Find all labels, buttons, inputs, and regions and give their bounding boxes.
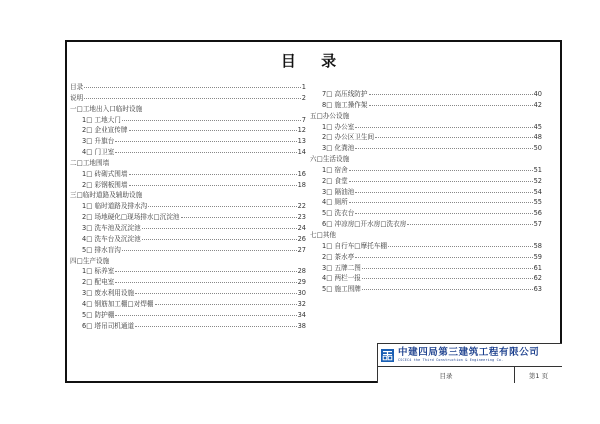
dot-leader bbox=[115, 152, 296, 153]
toc-page-number: 61 bbox=[533, 263, 542, 272]
toc-entry-label: 六□生活设施 bbox=[310, 155, 350, 164]
toc-page-number: 54 bbox=[533, 187, 542, 196]
toc-entry[interactable] bbox=[70, 266, 306, 277]
toc-entry-label: 2□ 彩钢板围墙 bbox=[82, 180, 128, 189]
toc-entry-label: 2□ 场地硬化□现场排水□沉淀池 bbox=[82, 213, 180, 222]
company-name-en: CSCEC4 the Third Construction & Engineering Co. bbox=[398, 357, 504, 362]
toc-entry[interactable] bbox=[70, 277, 306, 288]
toc-entry-label: 七□其他 bbox=[310, 230, 337, 239]
dot-leader bbox=[122, 250, 297, 251]
dot-leader bbox=[115, 271, 296, 272]
toc-entry-label: 1□ 办公室 bbox=[322, 122, 355, 131]
toc-page-number: 23 bbox=[297, 213, 306, 222]
toc-entry-label: 2□ 食堂 bbox=[322, 176, 348, 185]
dot-leader bbox=[84, 98, 301, 99]
toc-entry-label: 1□ 砖砌式围墙 bbox=[82, 169, 128, 178]
toc-entry-label: 4□ 钢筋加工棚□对焊棚 bbox=[82, 299, 154, 308]
toc-entry-label: 4□ 门卫室 bbox=[82, 148, 115, 157]
toc-left-column bbox=[70, 82, 306, 331]
dot-leader bbox=[129, 174, 297, 175]
toc-page-number: 40 bbox=[533, 90, 542, 98]
dot-leader bbox=[135, 293, 297, 294]
toc-page-number: 52 bbox=[533, 176, 542, 185]
title-block-footer bbox=[378, 367, 562, 383]
toc-page-number: 48 bbox=[533, 133, 542, 142]
toc-entry-label: 2□ 企业宣传牌 bbox=[82, 126, 128, 135]
toc-entry-label: 5□ 防护棚 bbox=[82, 310, 115, 319]
dot-leader bbox=[129, 185, 297, 186]
toc-entry[interactable] bbox=[310, 132, 542, 143]
toc-page-number: 1 bbox=[301, 83, 306, 91]
toc-page-number: 2 bbox=[301, 93, 306, 102]
toc-page-number: 62 bbox=[533, 274, 542, 283]
toc-entry[interactable] bbox=[310, 219, 542, 230]
toc-page-number: 55 bbox=[533, 198, 542, 207]
toc-entry[interactable] bbox=[310, 165, 542, 176]
toc-page-number: 12 bbox=[297, 126, 306, 135]
toc-entry-label: 3□ 五牌二图 bbox=[322, 263, 361, 272]
dot-leader bbox=[349, 202, 533, 203]
toc-page-number: 38 bbox=[297, 321, 306, 330]
toc-page-number: 56 bbox=[533, 209, 542, 218]
toc-entry-label: 三□临时道路及辅助设施 bbox=[70, 191, 143, 200]
toc-page-number: 26 bbox=[297, 234, 306, 243]
toc-entry[interactable] bbox=[70, 115, 306, 126]
toc-entry-label: 2□ 配电室 bbox=[82, 278, 115, 287]
toc-page-number: 50 bbox=[533, 144, 542, 153]
toc-entry-label: 5□ 施工围牌 bbox=[322, 285, 361, 294]
toc-entry-label: 1□ 标养室 bbox=[82, 267, 115, 276]
toc-section-heading bbox=[310, 111, 542, 122]
toc-entry[interactable] bbox=[310, 241, 542, 252]
dot-leader bbox=[355, 192, 532, 193]
toc-entry[interactable] bbox=[70, 245, 306, 256]
toc-entry-label: 1□ 工地大门 bbox=[82, 115, 121, 124]
toc-entry-label: 3□ 化粪池 bbox=[322, 144, 355, 153]
toc-entry[interactable] bbox=[70, 147, 306, 158]
toc-entry-label: 1□ 临时道路及排水沟 bbox=[82, 202, 148, 211]
dot-leader bbox=[349, 170, 533, 171]
toc-entry[interactable] bbox=[310, 143, 542, 154]
toc-entry-label: 3□ 隔油池 bbox=[322, 187, 355, 196]
cscec-logo-icon bbox=[381, 349, 394, 362]
toc-section-heading bbox=[70, 190, 306, 201]
toc-entry[interactable] bbox=[70, 288, 306, 299]
toc-entry-label: 2□ 茶水亭 bbox=[322, 252, 355, 261]
dot-leader bbox=[375, 137, 533, 138]
toc-entry[interactable] bbox=[310, 187, 542, 198]
toc-entry-label: 2□ 办公区卫生间 bbox=[322, 133, 375, 142]
dot-leader bbox=[388, 246, 533, 247]
dot-leader bbox=[355, 148, 532, 149]
dot-leader bbox=[115, 141, 296, 142]
dot-leader bbox=[129, 130, 297, 131]
toc-page-number: 51 bbox=[533, 165, 542, 174]
toc-entry[interactable] bbox=[70, 125, 306, 136]
toc-page-number: 45 bbox=[533, 122, 542, 131]
toc-entry[interactable] bbox=[310, 284, 542, 295]
toc-section-heading bbox=[70, 158, 306, 169]
toc-page-number: 18 bbox=[297, 180, 306, 189]
page-title: 目 录 bbox=[280, 52, 347, 70]
toc-page-number: 59 bbox=[533, 252, 542, 261]
toc-entry-label: 5□ 排水盲沟 bbox=[82, 245, 121, 254]
dot-leader bbox=[142, 239, 297, 240]
dot-leader bbox=[142, 228, 297, 229]
drawing-sheet bbox=[65, 40, 562, 383]
dot-leader bbox=[349, 181, 533, 182]
dot-leader bbox=[407, 224, 532, 225]
toc-entry[interactable] bbox=[70, 321, 306, 332]
toc-entry-label: 6□ 冲凉房□开水房□洗衣房 bbox=[322, 220, 407, 229]
toc-entry-label: 二□工地围墙 bbox=[70, 158, 110, 167]
toc-entry[interactable] bbox=[310, 176, 542, 187]
toc-entry-label: 4□ 洗车台及沉淀池 bbox=[82, 234, 141, 243]
dot-leader bbox=[362, 268, 533, 269]
toc-entry-label: 说明 bbox=[70, 93, 84, 102]
dot-leader bbox=[135, 326, 297, 327]
dot-leader bbox=[362, 278, 533, 279]
toc-entry-label: 6□ 塔吊司机通道 bbox=[82, 321, 135, 330]
dot-leader bbox=[115, 315, 296, 316]
dot-leader bbox=[369, 105, 533, 106]
toc-entry-label: 3□ 升旗台 bbox=[82, 137, 115, 146]
toc-section-heading bbox=[310, 154, 542, 165]
toc-entry-label: 5□ 洗衣台 bbox=[322, 209, 355, 218]
toc-page-number: 7 bbox=[301, 115, 306, 124]
toc-page-number: 57 bbox=[533, 220, 542, 229]
toc-entry[interactable] bbox=[310, 263, 542, 274]
toc-entry[interactable] bbox=[310, 89, 542, 100]
toc-entry-label: 4□ 两栏一报 bbox=[322, 274, 361, 283]
toc-entry[interactable] bbox=[310, 252, 542, 263]
toc-entry[interactable] bbox=[70, 93, 306, 104]
toc-entry[interactable] bbox=[310, 208, 542, 219]
toc-entry[interactable] bbox=[310, 197, 542, 208]
dot-leader bbox=[355, 127, 532, 128]
toc-entry-label: 四□生产设施 bbox=[70, 256, 110, 265]
toc-right-column bbox=[310, 89, 542, 295]
toc-page-number: 29 bbox=[297, 278, 306, 287]
toc-entry-label: 一□工地出入口临时设施 bbox=[70, 104, 143, 113]
toc-section-heading bbox=[70, 256, 306, 267]
toc-entry[interactable] bbox=[70, 169, 306, 180]
toc-page-number: 28 bbox=[297, 267, 306, 276]
toc-page-number: 16 bbox=[297, 169, 306, 178]
toc-entry[interactable] bbox=[310, 100, 542, 111]
dot-leader bbox=[84, 87, 301, 88]
toc-section-heading bbox=[310, 230, 542, 241]
toc-page-number: 32 bbox=[297, 299, 306, 308]
toc-entry[interactable] bbox=[70, 234, 306, 245]
page-number: 第1 页 bbox=[528, 371, 549, 380]
toc-page-number: 42 bbox=[533, 100, 542, 109]
toc-entry-label: 1□ 宿舍 bbox=[322, 165, 348, 174]
toc-entry[interactable] bbox=[70, 299, 306, 310]
toc-entry-label: 五□办公设施 bbox=[310, 111, 350, 120]
toc-entry[interactable] bbox=[70, 136, 306, 147]
toc-page-number: 22 bbox=[297, 202, 306, 211]
dot-leader bbox=[355, 257, 532, 258]
toc-page-number: 30 bbox=[297, 289, 306, 298]
company-header bbox=[378, 344, 562, 367]
dot-leader bbox=[122, 120, 301, 121]
toc-page-number: 24 bbox=[297, 223, 306, 232]
toc-page-number: 63 bbox=[533, 285, 542, 294]
toc-entry[interactable] bbox=[70, 82, 306, 93]
title-block bbox=[377, 343, 562, 383]
toc-entry[interactable] bbox=[310, 122, 542, 133]
toc-page-number: 13 bbox=[297, 137, 306, 146]
dot-leader bbox=[181, 217, 297, 218]
toc-entry-label: 7□ 高压线防护 bbox=[322, 90, 368, 98]
toc-entry-label: 1□ 自行车□摩托车棚 bbox=[322, 241, 387, 250]
company-name bbox=[398, 348, 539, 362]
toc-entry-label: 3□ 洗车池及沉淀池 bbox=[82, 223, 141, 232]
toc-page-number: 58 bbox=[533, 241, 542, 250]
company-name-cn: 中建四局第三建筑工程有限公司 bbox=[398, 347, 540, 359]
toc-entry[interactable] bbox=[70, 180, 306, 191]
toc-entry[interactable] bbox=[70, 212, 306, 223]
toc-entry[interactable] bbox=[70, 310, 306, 321]
toc-entry[interactable] bbox=[70, 201, 306, 212]
dot-leader bbox=[355, 213, 532, 214]
toc-entry-label: 目录 bbox=[70, 83, 84, 91]
dot-leader bbox=[155, 304, 297, 305]
toc-page-number: 34 bbox=[297, 310, 306, 319]
toc-entry[interactable] bbox=[310, 273, 542, 284]
dot-leader bbox=[362, 289, 533, 290]
toc-entry-label: 4□ 厕所 bbox=[322, 198, 348, 207]
toc-entry-label: 3□ 废水利用设施 bbox=[82, 289, 135, 298]
toc-section-heading bbox=[70, 104, 306, 115]
toc-entry[interactable] bbox=[70, 223, 306, 234]
dot-leader bbox=[115, 282, 296, 283]
dot-leader bbox=[369, 94, 533, 95]
toc-entry-label: 8□ 施工操作架 bbox=[322, 100, 368, 109]
dot-leader bbox=[148, 206, 296, 207]
toc-page-number: 14 bbox=[297, 148, 306, 157]
toc-page-number: 27 bbox=[297, 245, 306, 254]
drawing-name: 目录 bbox=[378, 367, 515, 383]
